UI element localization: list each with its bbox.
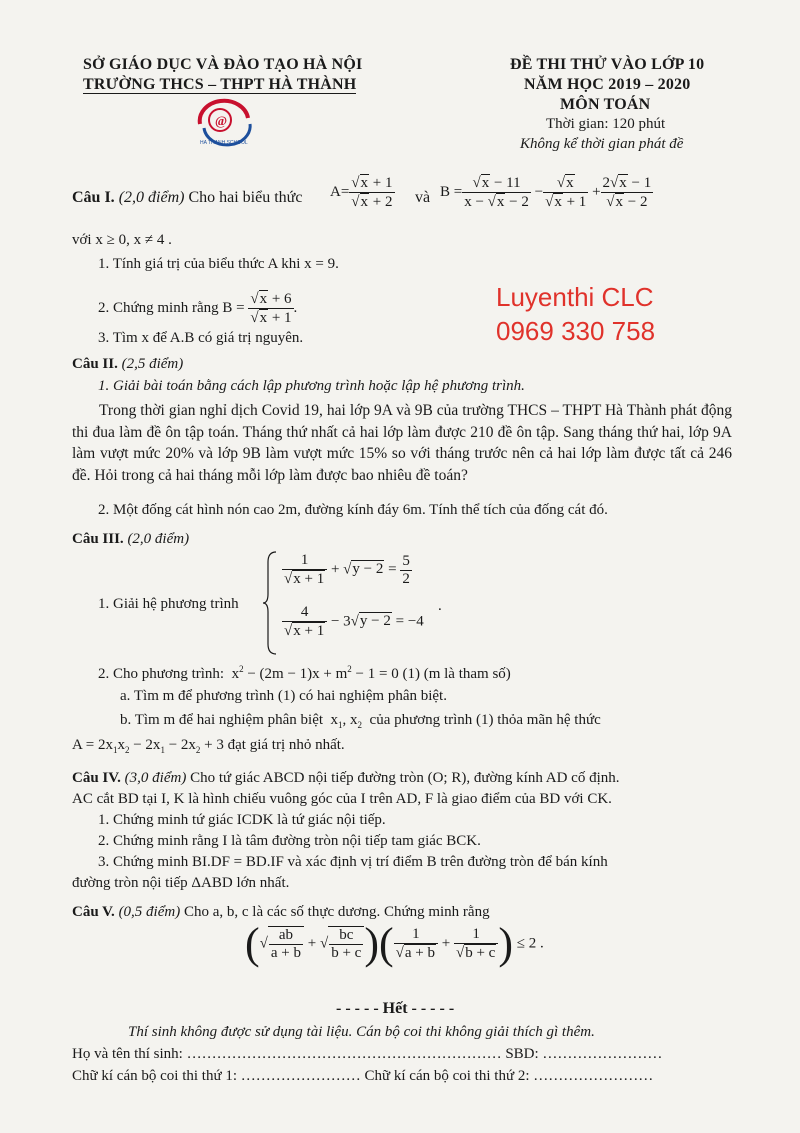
q3-item-2: 2. Cho phương trình: $x^2 - (2m - 1)x + m^2 - 1 = 0$ (1) (m là tham số) [98,664,511,682]
q1-and: và [415,189,431,206]
logo-caption: HA THANH SCHOOL [200,140,248,146]
q3-sub-b: b. Tìm m để hai nghiệm phân biệt $x_1$, $x_2$ của phương trình (1) thỏa mãn hệ thức [120,712,601,730]
q3-item-1: 1. Giải hệ phương trình [98,596,239,612]
q3-heading: Câu III. (2,0 điểm) [72,531,190,547]
q1-condition: với x ≥ 0, x ≠ 4 . [72,232,172,248]
school-year: NĂM HỌC 2019 – 2020 [524,76,691,93]
subject: MÔN TOÁN [560,96,651,113]
promo-name: Luyenthi CLC [496,282,654,312]
exam-time: Thời gian: 120 phút [546,116,666,132]
q5-inequality: (√ $\frac{ab}{a + b}$ + √ $\frac{bc}{b + c}$ )( $\frac{1}{√a + b}$ + $\frac{1}{√b + c}$ ) ≤ 2 . [245,919,544,968]
school-name: TRƯỜNG THCS – THPT HÀ THÀNH [83,76,357,93]
exam-note: Thí sinh không được sử dụng tài liệu. Cán bộ coi thi không giải thích gì thêm. [128,1024,595,1040]
q4-item-1: 1. Chứng minh tứ giác ICDK là tứ giác nội tiếp. [98,812,386,828]
q4-item-2: 2. Chứng minh rằng I là tâm đường tròn nội tiếp tam giác BCK. [98,833,481,849]
q3-sub-a: a. Tìm m để phương trình (1) có hai nghiệm phân biệt. [120,688,447,704]
end-marker: - - - - - Hết - - - - - [336,1000,455,1017]
q1-item-3: 3. Tìm x để A.B có giá trị nguyên. [98,330,304,346]
q4-item-3: 3. Chứng minh BI.DF = BD.IF và xác định vị trí điểm B trên đường tròn để bán kính [98,854,608,870]
q1-item-2: 2. Chứng minh rằng B = $\frac{√x + 6}{√x + 1}$ . [98,291,298,326]
svg-text:@: @ [215,113,228,128]
q4-line-1: Câu IV. (3,0 điểm) Cho tứ giác ABCD nội tiếp đường tròn (O; R), đường kính AD cố định. [72,770,620,786]
q1-expression-b: B = $\frac{√x - 11}{x - √x - 2}$ − $\frac{√x}{√x + 1}$ + $\frac{2√x - 1}{√x - 2}$ [440,175,652,210]
invigilator-sign-line: Chữ kí cán bộ coi thi thứ 1: …………………… Chữ kí cán bộ coi thi thứ 2: …………………… [72,1068,654,1084]
q4-line-2: AC cắt BD tại I, K là hình chiếu vuông góc của I trên AD, F là giao điểm của BD với CK. [72,791,612,807]
candidate-name-line: Họ và tên thí sinh: ……………………………………………………… SBD: …………………… [72,1046,663,1062]
q3-brace [262,550,278,661]
q2-item-1: 1. Giải bài toán bằng cách lập phương trình hoặc lập hệ phương trình. [98,378,525,394]
time-note: Không kể thời gian phát đề [520,136,684,152]
q2-paragraph: Trong thời gian nghỉ dịch Covid 19, hai lớp 9A và 9B của trường THCS – THPT Hà Thành phát động thi đua làm đề ôn tập toán. Tháng thứ nhất cả hai lớp làm được 210 đề ôn tập. Sang tháng thứ hai, lớp 9A làm vượt mức 20% và lớp 9B làm vượt mức 15% so với tháng trước nên cả hai lớp làm được tất cả 246 đề. Hỏi trong cả hai tháng mỗi lớp làm được bao nhiêu đề toán? [72,402,732,484]
promo-phone: 0969 330 758 [496,316,656,346]
q3-system-eq-1: $\frac{1}{√x + 1}$ + √y − 2 = $\frac{5}{2}$ [284,552,410,587]
q3-system-eq-2: $\frac{4}{√x + 1}$ − 3√y − 2 = −4 [284,604,424,639]
q2-item-2: 2. Một đống cát hình nón cao 2m, đường kính đáy 6m. Tính thể tích của đống cát đó. [98,502,608,518]
q4-item-3-line-2: đường tròn nội tiếp ΔABD lớn nhất. [72,875,290,891]
q2-heading: Câu II. (2,5 điểm) [72,356,184,372]
department-name: SỞ GIÁO DỤC VÀ ĐÀO TẠO HÀ NỘI [83,56,363,73]
q5-intro: Câu V. (0,5 điểm) Cho a, b, c là các số thực dương. Chứng minh rằng [72,904,490,920]
q3-system-period: . [438,598,442,614]
q1-intro: Câu I. (2,0 điểm) Cho hai biểu thức [72,189,303,206]
q1-item-1: 1. Tính giá trị của biểu thức A khi x = 9. [98,256,339,272]
q3-expression: $A = 2x_1x_2 - 2x_1 - 2x_2 + 3$ đạt giá trị nhỏ nhất. [72,737,345,755]
exam-title: ĐỀ THI THỬ VÀO LỚP 10 [510,56,705,73]
q1-expression-a: A= $\frac{√x + 1}{√x + 2}$ [330,175,393,210]
